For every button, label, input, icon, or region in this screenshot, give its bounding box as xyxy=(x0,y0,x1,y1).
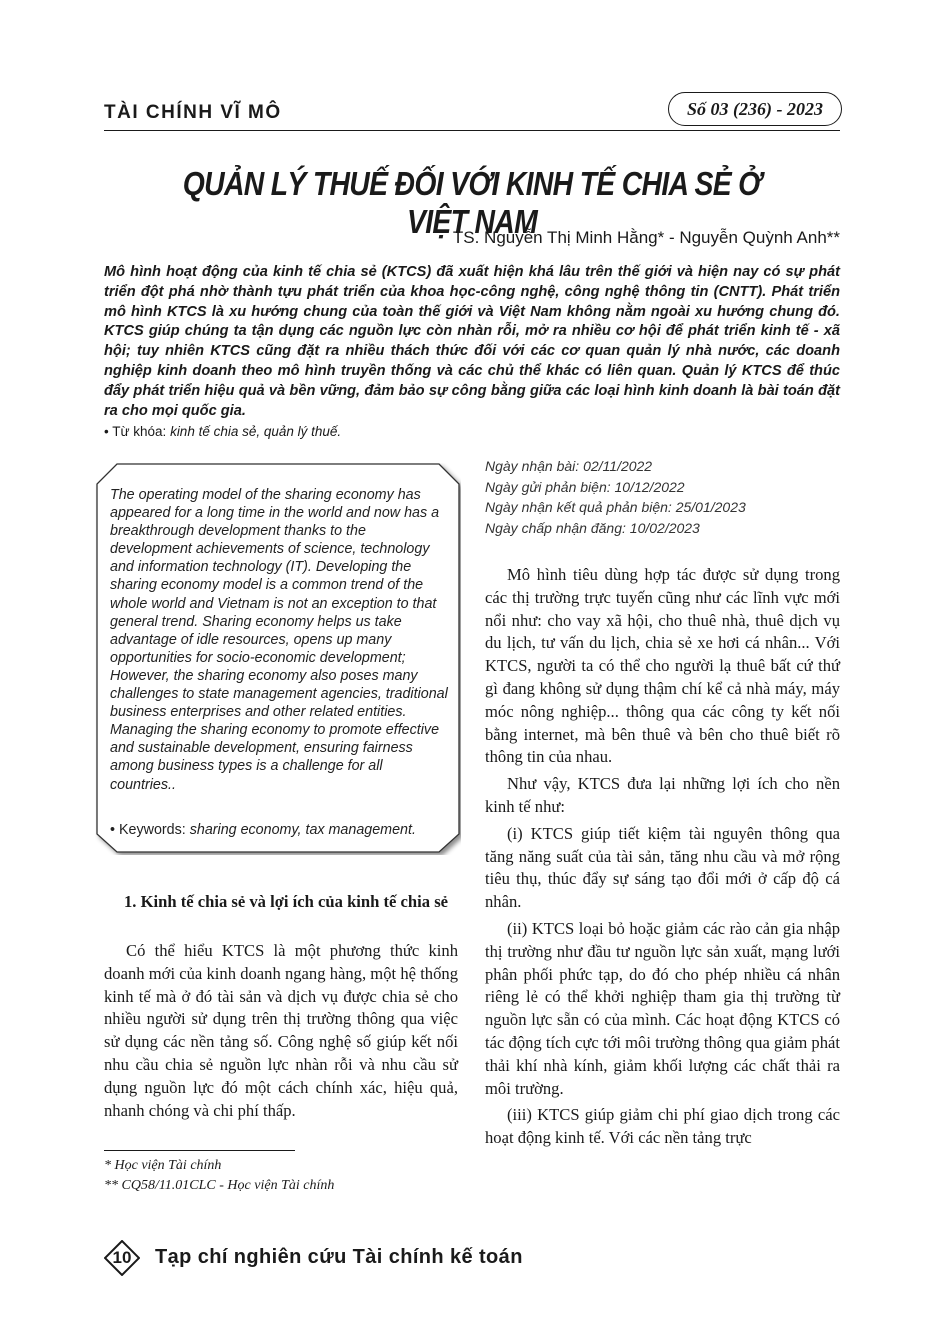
article-title: QUẢN LÝ THUẾ ĐỐI VỚI KINH TẾ CHIA SẺ Ở VIỆT NAM xyxy=(182,165,762,240)
keywords-english xyxy=(110,822,416,838)
paragraph: Có thể hiểu KTCS là một phương thức kinh doanh mới của kinh doanh ngang hàng, một hệ thống kinh tế mà ở đó tài sản và dịch vụ được chia sẻ cho nhiều người sử dụng trên thị trường thông qua việc sử dụng các nền tảng số. Công nghệ số giúp kết nối nhu cầu chia sẻ nguồn lực nhàn rỗi và nhu cầu sử dụng nguồn lực đó một cách chính xác, hiệu quả, nhanh chóng và chi phí thấp. xyxy=(104,941,458,1120)
issue-number: Số 03 (236) - 2023 xyxy=(668,92,842,126)
paragraph: (ii) KTCS loại bỏ hoặc giảm các rào cản gia nhập thị trường như đầu tư nguồn lực sản xuất, mạng lưới phân phối phức tạp, do đó cho phép nhiều cá nhân riêng lẻ có thể khởi nghiệp tham gia thị trường từ nguồn lực sẵn có của mình. Các hoạt động KTCS có tác động tích cực tới môi trường thông qua giảm phát thải khí nhà kính, giảm khối lượng các chất thải ra môi trường. xyxy=(485,918,840,1098)
paragraph: Mô hình tiêu dùng hợp tác được sử dụng trong các thị trường trực tuyến cũng như các lĩnh vực mới nổi như: cho vay xã hội, cho thuê nhà, thuê dịch vụ du lịch, tư vấn du lịch, chia sẻ xe hơi cá nhân... Với KTCS, người ta có thể cho người lạ thuê bất cứ thứ gì đang không sử dụng thậm chí kể cả nhà máy, máy móc nông nghiệp... thông qua các công ty kết nối bằng internet, mà bên thuê và bên cho thuê biết rõ thông tin của nhau. xyxy=(485,565,840,767)
journal-name: Tạp chí nghiên cứu Tài chính kế toán xyxy=(155,1246,523,1268)
date-sent-review: Ngày gửi phản biện: 10/12/2022 xyxy=(485,478,685,495)
submission-dates xyxy=(485,456,746,539)
keywords-vi-label: • Từ khóa: xyxy=(104,424,167,439)
keywords-en-value: sharing economy, tax management. xyxy=(189,822,416,838)
footnotes xyxy=(104,1156,334,1195)
paragraph: (iii) KTCS giúp giảm chi phí giao dịch trong các hoạt động kinh tế. Với các nền tảng trực xyxy=(485,1105,840,1148)
footnote-divider xyxy=(104,1150,295,1151)
section-heading: 1. Kinh tế chia sẻ và lợi ích của kinh tế chia sẻ xyxy=(124,892,449,911)
header-divider xyxy=(104,130,840,131)
footnote: ** CQ58/11.01CLC - Học viện Tài chính xyxy=(104,1177,335,1193)
date-review-result: Ngày nhận kết quả phản biện: 25/01/2023 xyxy=(485,499,746,516)
right-column-body xyxy=(485,564,840,1154)
keywords-vi-value: kinh tế chia sẻ, quản lý thuế. xyxy=(170,424,342,439)
footnote: * Học viện Tài chính xyxy=(104,1158,222,1173)
date-received: Ngày nhận bài: 02/11/2022 xyxy=(485,458,653,474)
keywords-vietnamese xyxy=(104,424,341,439)
keywords-en-label: • Keywords: xyxy=(110,822,186,838)
authors: TS. Nguyễn Thị Minh Hằng* - Nguyễn Quỳnh Anh** xyxy=(452,228,840,247)
abstract-vietnamese: Mô hình hoạt động của kinh tế chia sẻ (KTCS) đã xuất hiện khá lâu trên thế giới và hiện nay có sự phát triển đột phá nhờ thành tựu phát triển của khoa học-công nghệ, công nghệ thông tin (CNTT). Phát triển mô hình KTCS là xu hướng chung của toàn thế giới và Việt Nam không nằm ngoài xu hướng chung đó. KTCS giúp chúng ta tận dụng các nguồn lực còn nhàn rỗi, mở ra nhiều cơ hội để phát triển kinh tế - xã hội; tuy nhiên KTCS cũng đặt ra nhiều thách thức đối với các cơ quan quản lý nhà nước, các doanh nghiệp kinh doanh theo mô hình truyền thống và các chủ thể khác có liên quan. Quản lý KTCS để thúc đẩy phát triển hiệu quả và bền vững, đảm bảo sự công bằng giữa các loại hình kinh doanh là bài toán đặt ra cho mọi quốc gia. xyxy=(104,264,840,419)
paragraph: (i) KTCS giúp tiết kiệm tài nguyên thông qua tăng năng suất của tài sản, tăng nhu cầu và mở rộng tiêu thụ, thúc đẩy sự sáng tạo đổi mới ở cấp độ cá nhân. xyxy=(485,823,840,912)
section-label: TÀI CHÍNH VĨ MÔ xyxy=(104,102,282,123)
paragraph: Như vậy, KTCS đưa lại những lợi ích cho nền kinh tế như: xyxy=(485,774,840,816)
left-column-body xyxy=(104,940,458,1126)
date-accepted: Ngày chấp nhận đăng: 10/02/2023 xyxy=(485,520,700,537)
page-number: 10 xyxy=(112,1248,132,1267)
abstract-english: The operating model of the sharing economy has appeared for a long time in the world and now has a breakthrough development thanks to the development achievements of science, technology and information technology (IT). Developing the sharing economy model is a common trend of the whole world and Vietnam is not an exception to that general trend. Sharing economy helps us take advantage of idle resources, opens up many opportunities for socio-economic development; However, the sharing economy also poses many challenges to state management agencies, traditional business enterprises and other related entities. Managing the sharing economy to promote effective and sustainable development, ensuring fairness among business types is a challenge for all countries.. xyxy=(110,487,448,793)
